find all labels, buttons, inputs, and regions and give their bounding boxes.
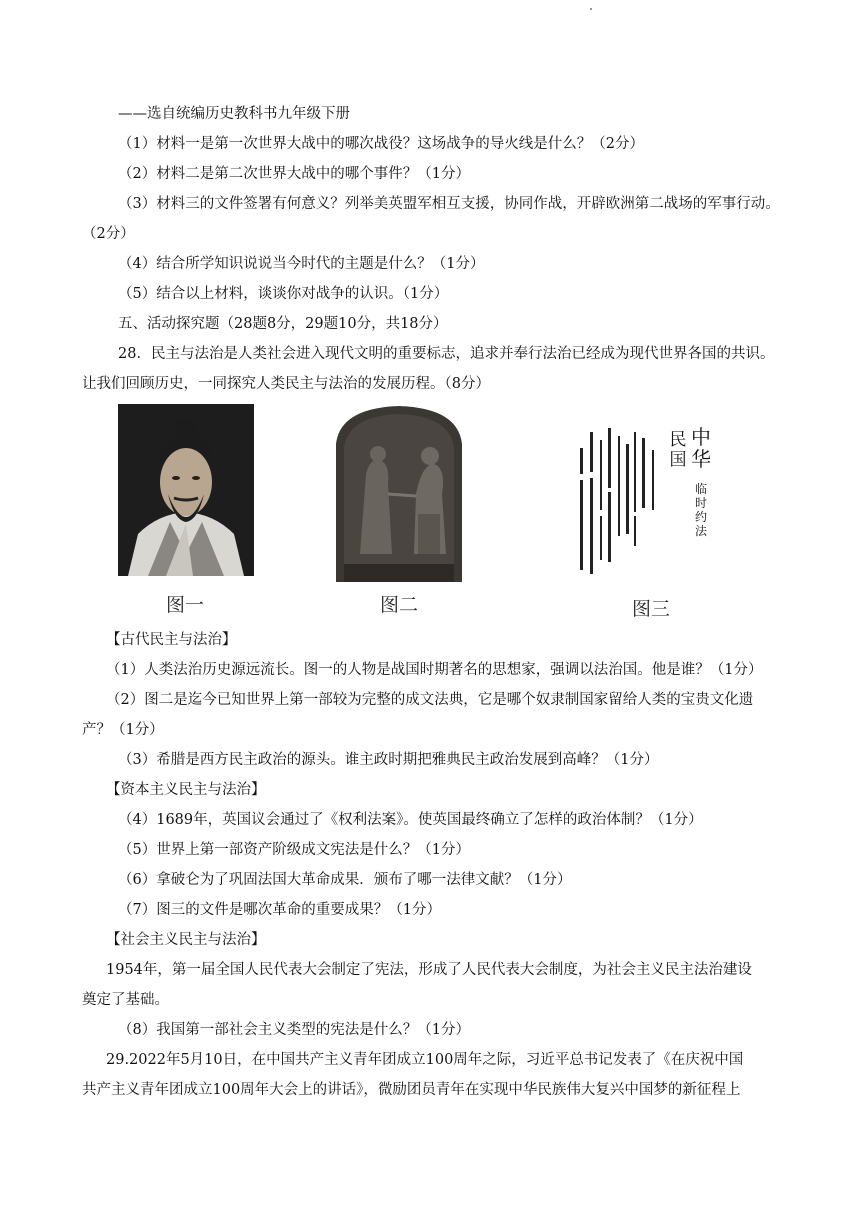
figure-1-caption: 图一 xyxy=(166,594,205,616)
heading-ancient: 【古代民主与法治】 xyxy=(106,632,237,648)
scan-dot xyxy=(590,8,592,10)
question-a5: （5）世界上第一部资产阶级成文宪法是什么？（1分） xyxy=(118,842,470,858)
question-3-line2: （2分） xyxy=(82,226,135,242)
socialist-para-line1: 1954年，第一届全国人民代表大会制定了宪法，形成了人民代表大会制度，为社会主义民主法治建设 xyxy=(106,962,752,978)
problem-29-line1: 29.2022年5月10日，在中国共产主义青年团成立100周年之际，习近平总书记发表了《在庆祝中国 xyxy=(106,1052,744,1068)
question-a3: （3）希腊是西方民主政治的源头。谁主政时期把雅典民主政治发展到高峰？（1分） xyxy=(118,752,659,768)
problem-28-line2: 让我们回顾历史，一同探究人类民主与法治的发展历程。（8分） xyxy=(82,376,490,392)
question-a2-line2: 产？（1分） xyxy=(82,722,164,738)
question-a8: （8）我国第一部社会主义类型的宪法是什么？（1分） xyxy=(118,1022,470,1038)
question-1: （1）材料一是第一次世界大战中的哪次战役？这场战争的导火线是什么？（2分） xyxy=(118,136,644,152)
question-a4: （4）1689年，英国议会通过了《权利法案》。使英国最终确立了怎样的政治体制？（1分） xyxy=(118,812,703,828)
question-a1: （1）人类法治历史源远流长。图一的人物是战国时期著名的思想家，强调以法治国。他是谁？（1分） xyxy=(106,662,763,678)
figure-3-text-minguo: 民国 xyxy=(669,430,687,470)
socialist-para-line2: 奠定了基础。 xyxy=(82,992,169,1008)
problem-29-line2: 共产主义青年团成立100周年大会上的讲话》，微励团员青年在实现中华民族伟大复兴中国梦的新征程上 xyxy=(82,1082,741,1098)
figure-3-text-yuefa: 临时约法 xyxy=(694,482,707,538)
heading-socialist: 【社会主义民主与法治】 xyxy=(106,932,266,948)
question-4: （4）结合所学知识说说当今时代的主题是什么？（1分） xyxy=(118,256,485,272)
figure-3-document xyxy=(572,420,732,580)
source-line: ——选自统编历史教科书九年级下册 xyxy=(118,106,350,122)
question-a7: （7）图三的文件是哪次革命的重要成果？（1分） xyxy=(118,902,441,918)
figure-2-stele xyxy=(330,404,468,582)
question-a6: （6）拿破仑为了巩固法国大革命成果．颁布了哪一法律文献？（1分） xyxy=(118,872,572,888)
figure-3-text-zhonghua: 中华 xyxy=(691,425,711,471)
problem-28-line1: 28．民主与法治是人类社会进入现代文明的重要标志，追求并奉行法治已经成为现代世界各国的共识。 xyxy=(118,346,775,362)
question-2: （2）材料二是第二次世界大战中的哪个事件？（1分） xyxy=(118,166,470,182)
figure-2-caption: 图二 xyxy=(380,594,419,616)
question-3-line1: （3）材料三的文件签署有何意义？列举美英盟军相互支援，协同作战，开辟欧洲第二战场的军事行动。 xyxy=(118,196,780,212)
section-5-heading: 五、活动探究题（28题8分，29题10分，共18分） xyxy=(118,316,448,332)
figure-3-caption: 图三 xyxy=(632,598,671,620)
heading-capitalist: 【资本主义民主与法治】 xyxy=(106,782,266,798)
figure-1-portrait xyxy=(118,404,254,576)
question-5: （5）结合以上材料，谈谈你对战争的认识。（1分） xyxy=(118,286,449,302)
question-a2-line1: （2）图二是迄今已知世界上第一部较为完整的成文法典，它是哪个奴隶制国家留给人类的宝贵文化遗 xyxy=(106,692,754,708)
